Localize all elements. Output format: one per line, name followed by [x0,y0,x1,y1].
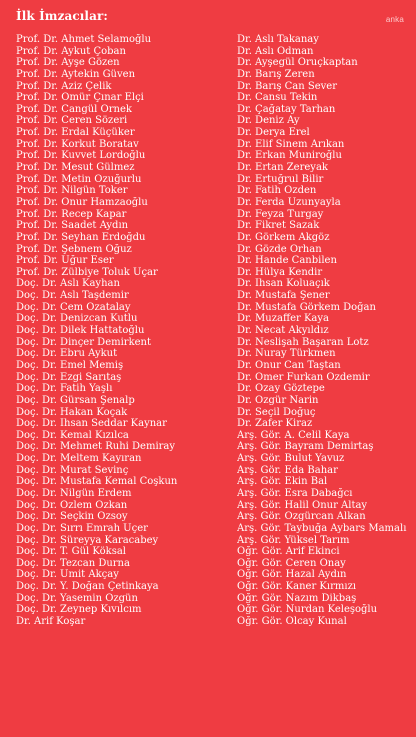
signatory-name: Prof. Dr. Aytekin Güven [16,68,136,80]
signatory-name: Doç. Dr. Ebru Aykut [16,348,118,360]
signatory-name: Dr. Görkem Akgöz [237,231,330,243]
signatory-name: Prof. Dr. Mesut Gülmez [16,162,135,174]
signatory-name: Doç. Dr. Zeynep Kıvılcım [16,604,142,616]
signatory-name: Prof. Dr. Aziz Çelik [16,80,112,92]
signatory-name: Dr. Özay Göztepe [237,383,325,395]
signatory-name: Prof. Dr. Cangül Örnek [16,103,132,115]
signatory-name: Prof. Dr. Ahmet Selamoğlu [16,34,152,45]
signatory-name: Dr. Erkan Muniroğlu [237,150,342,162]
signatory-name: Prof. Dr. Şebnem Oğuz [16,243,132,255]
signatory-name: Arş. Gör. Halil Onur Altay [237,499,368,511]
signatory-name: Doç. Dr. Mehmet Ruhi Demiray [16,441,176,453]
signatory-name: Dr. Mustafa Şener [237,290,330,302]
signatory-name: Prof. Dr. Uğur Eser [16,255,114,267]
signatory-name: Dr. Onur Can Taştan [237,359,341,371]
signatory-name: Doç. Dr. Yasemin Özgün [16,592,138,604]
signatory-name: Dr. Aslı Odman [237,45,314,57]
signatory-name: Doç. Dr. Nilgün Erdem [16,487,132,499]
signatory-name: Dr. Arif Koşar [16,616,86,628]
signatory-name: Doç. Dr. Murat Sevinç [16,464,129,476]
signatory-name: Doç. Dr. T. Gül Köksal [16,546,126,558]
signatory-name: Doç. Dr. Ezgi Sarıtaş [16,371,122,383]
signatory-name: Prof. Dr. Aykut Çoban [16,45,126,57]
signatory-name: Prof. Dr. Onur Hamzaoğlu [16,196,148,208]
signatory-name: Prof. Dr. Kuvvet Lordoğlu [16,150,146,162]
signatory-name: Dr. Özgür Narin [237,394,319,406]
signatory-name: Doç. Dr. Tezcan Durna [16,557,130,569]
signatory-name: Doç. Dr. Fatih Yaşlı [16,383,113,395]
signatory-name: Dr. Aslı Takanay [237,34,319,45]
signatory-name: Dr. Ferda Uzunyayla [237,196,341,208]
right-signatory-column [237,34,416,628]
signatory-name: Doç. Dr. Süreyya Karacabey [16,534,159,546]
signatory-name: Dr. Derya Erel [237,127,310,139]
signatory-name: Dr. Hülya Kendir [237,266,323,278]
signatory-name: Doç. Dr. Y. Doğan Çetinkaya [16,581,159,593]
signatory-name: Doç. Dr. Cem Özatalay [16,301,131,313]
signatory-name: Arş. Gör. A. Celil Kaya [237,429,350,441]
signatory-name: Prof. Dr. Recep Kapar [16,208,127,220]
signatory-name: Doç. Dr. Aslı Taşdemir [16,290,129,302]
signatory-name: Doç. Dr. Hakan Koçak [16,406,128,418]
signatory-name: Dr. Barış Zeren [237,68,315,80]
signatory-name: Doç. Dr. Ümit Akçay [16,569,119,581]
signatory-name: Arş. Gör. Esra Dabağcı [237,487,353,499]
signatory-name: Dr. Fatih Özden [237,185,317,197]
signatory-name: Doç. Dr. Özlem Özkan [16,499,128,511]
page-title: İlk İmzacılar: [16,9,108,23]
signatory-name: Dr. Barış Can Sever [237,80,338,92]
signatory-name: Doç. Dr. Kemal Kızılca [16,429,129,441]
signatory-name: Prof. Dr. Korkut Boratav [16,138,139,150]
signatory-name: Prof. Dr. Ceren Sözeri [16,115,128,127]
signatory-name: Doç. Dr. Mustafa Kemal Coşkun [16,476,178,488]
signatory-name: Prof. Dr. Seyhan Erdoğdu [16,231,146,243]
signatory-name: Dr. Feyza Turgay [237,208,324,220]
signatory-name: Prof. Dr. Ayşe Gözen [16,57,120,69]
signatory-name: Dr. Ertuğrul Bilir [237,173,324,185]
signatory-name: Doç. Dr. Aslı Kayhan [16,278,120,290]
signatory-name: Doç. Dr. Dilek Hattatoğlu [16,325,145,337]
signatory-name: Arş. Gör. Eda Bahar [237,464,338,476]
signatory-name: Öğr. Gör. Olcay Kunal [237,616,347,628]
signatory-name: Dr. Ayşegül Oruçkaptan [237,57,358,69]
signatory-name: Dr. Necat Akyıldız [237,325,329,337]
signatory-name: Dr. Çağatay Tarhan [237,103,336,115]
signatory-name: Dr. Fikret Sazak [237,220,320,232]
signatory-name: Dr. Deniz Ay [237,115,300,127]
signatory-name: Öğr. Gör. Hazal Aydın [237,569,347,581]
signatory-name: Dr. Hande Canbilen [237,255,337,267]
signatory-name: Doç. Dr. Seçkin Özsoy [16,511,128,523]
signatory-name: Öğr. Gör. Ceren Onay [237,557,346,569]
signatory-name: Öğr. Gör. Nurdan Keleşoğlu [237,604,378,616]
signatory-name: Doç. Dr. İhsan Seddar Kaynar [16,418,167,430]
signatory-name: Dr. Mustafa Görkem Doğan [237,301,376,313]
signatory-name: Doç. Dr. Dinçer Demirkent [16,336,152,348]
signatory-name: Arş. Gör. Özgürcan Alkan [237,511,366,523]
brand-logo: anka [385,15,404,24]
signatory-name: Dr. Nuray Türkmen [237,348,336,360]
signatory-name: Öğr. Gör. Nazım Dikbaş [237,592,357,604]
signatory-name: Öğr. Gör. Kaner Kırmızı [237,581,357,593]
signatory-name: Dr. Neslişah Başaran Lotz [237,336,369,348]
signatory-name: Dr. Ertan Zereyak [237,162,328,174]
signatory-name: Prof. Dr. Erdal Küçüker [16,127,135,139]
signatory-name: Prof. Dr. Metin Özuğurlu [16,173,142,185]
signatory-name: Dr. Elif Sinem Arıkan [237,138,345,150]
signatory-name: Arş. Gör. Bulut Yavuz [237,453,345,465]
signatory-name: Dr. Gözde Orhan [237,243,322,255]
signatory-name: Dr. Cansu Tekin [237,92,318,104]
signatory-name: Prof. Dr. Saadet Aydın [16,220,129,232]
signatory-columns [16,34,406,628]
signatory-name: Arş. Gör. Yüksel Tarım [237,534,350,546]
signatory-name: Prof. Dr. Ömür Çınar Elçi [16,92,144,104]
signatory-name: Arş. Gör. Ekin Bal [237,476,328,488]
signatory-name: Arş. Gör. Taybuğa Aybars Mamalı [237,522,407,534]
signatory-name: Doç. Dr. Emel Memiş [16,359,124,371]
signatory-name: Doç. Dr. Meltem Kayıran [16,453,142,465]
signatory-name: Prof. Dr. Zülbiye Toluk Uçar [16,266,158,278]
signatory-name: Dr. Seçil Doğuç [237,406,316,418]
signatory-name: Doç. Dr. Gürsan Şenalp [16,394,135,406]
signatory-name: Doç. Dr. Sırrı Emrah Üçer [16,522,148,534]
left-signatory-column [16,34,206,628]
signatory-name: Dr. İhsan Koluaçık [237,278,330,290]
signatory-name: Dr. Muzaffer Kaya [237,313,329,325]
signatory-name: Öğr. Gör. Arif Ekinci [237,546,340,558]
signatory-name: Doç. Dr. Denizcan Kutlu [16,313,138,325]
signatory-name: Prof. Dr. Nilgün Toker [16,185,128,197]
signatory-name: Dr. Ömer Furkan Özdemir [237,371,370,383]
signatory-name: Dr. Zafer Kiraz [237,418,313,430]
signatory-name: Arş. Gör. Bayram Demirtaş [237,441,374,453]
